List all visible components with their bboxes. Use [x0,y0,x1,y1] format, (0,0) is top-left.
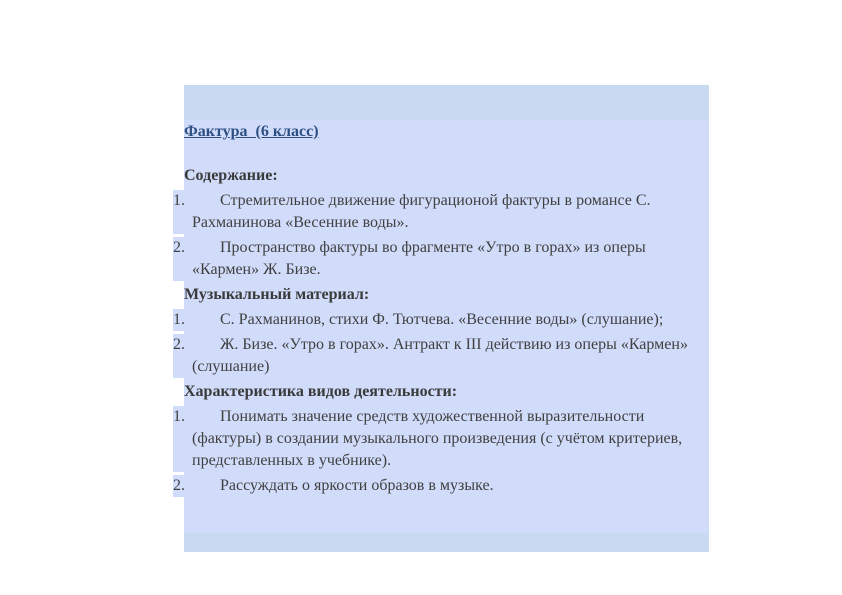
list-item [173,309,709,331]
list-item-text: Стремительное движение фигурационой фактуры в романсе С. Рахманинова «Весенние воды». [192,192,651,231]
list-item-number: 2. [173,477,185,494]
list-item-number: 1. [173,192,185,209]
list-item-text: Рассуждать о яркости образов в музыке. [220,477,494,494]
document-body [173,121,709,500]
panel-header-band [184,85,709,120]
section-heading-activities: Характеристика видов деятельности: [184,383,458,400]
list-item-text: Ж. Бизе. «Утро в горах». Антракт к III действию из оперы «Кармен» (слушание) [192,336,688,375]
list-item-text: Пространство фактуры во фрагменте «Утро в горах» из оперы «Кармен» Ж. Бизе. [192,239,646,278]
list-item-number: 2. [173,336,185,353]
list-item-number: 1. [173,311,185,328]
section-heading-content: Содержание: [184,167,278,184]
document-title-link[interactable]: Фактура (6 класс) [184,123,319,140]
list-item-number: 2. [173,239,185,256]
panel-footer-band [184,533,709,552]
list-item [173,475,709,497]
list-item-number: 1. [173,408,185,425]
list-item [173,190,709,234]
list-item [173,237,709,281]
list-item-text: С. Рахманинов, стихи Ф. Тютчева. «Весенние воды» (слушание); [220,311,664,328]
section-heading-material: Музыкальный материал: [184,286,370,303]
list-item [173,406,709,472]
list-item [173,334,709,378]
list-item-text: Понимать значение средств художественной выразительности (фактуры) в создании музыкального произведения (с учётом критериев, представленных в учебнике). [192,408,683,469]
